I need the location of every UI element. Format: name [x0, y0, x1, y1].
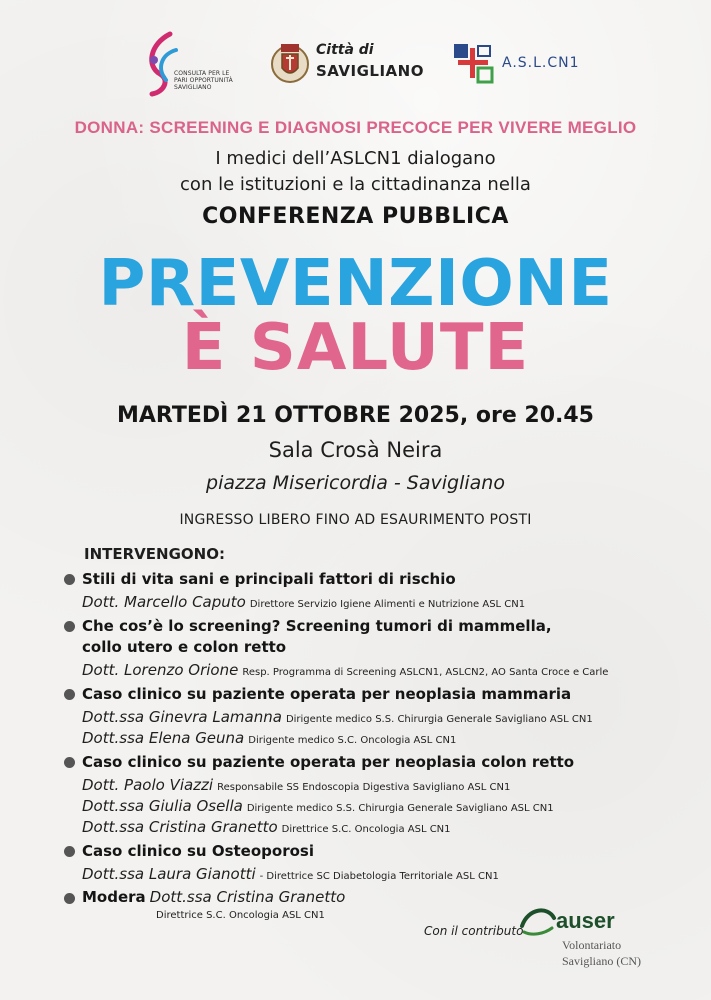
speaker-name: Dott.ssa Ginevra Lamanna [82, 708, 282, 726]
asl-text: A.S.L.CN1 [502, 55, 580, 71]
contribution-label: Con il contributo [424, 924, 524, 938]
event-address: piazza Misericordia - Savigliano [206, 472, 505, 494]
conference-title: CONFERENZA PUBBLICA [202, 204, 509, 229]
event-date: MARTEDÌ 21 OTTOBRE 2025, ore 20.45 [117, 403, 594, 428]
moderator-row [82, 888, 345, 906]
speaker-role: - Direttrice SC Diabetologia Territoriale ASL CN1 [259, 871, 499, 882]
asl-cross-icon [452, 42, 496, 86]
topic-3-title: Caso clinico su paziente operata per neoplasia mammaria [82, 685, 572, 703]
event-venue: Sala Crosà Neira [268, 438, 443, 462]
speaker-row [82, 817, 451, 840]
asl-cn1-logo [452, 42, 592, 88]
topic-1-title: Stili di vita sani e principali fattori di rischio [82, 570, 456, 588]
crest-icon [270, 40, 310, 86]
speaker-role: Direttore Servizio Igiene Alimenti e Nutrizione ASL CN1 [249, 599, 526, 610]
citta-savigliano-logo [270, 40, 440, 90]
auser-line-1: Volontariato [562, 938, 622, 952]
bullet-icon [64, 621, 75, 632]
auser-brand: auser [556, 908, 615, 933]
consulta-text-1: CONSULTA PER LE [174, 70, 230, 77]
consulta-text-2: PARI OPPORTUNITÀ [174, 77, 233, 84]
bullet-icon [64, 757, 75, 768]
speaker-name: Dott.ssa Laura Gianotti [82, 865, 256, 883]
speaker-name: Dott.ssa Elena Geuna [82, 729, 245, 747]
speaker-role: Direttrice S.C. Oncologia ASL CN1 [281, 824, 451, 835]
speaker-row [82, 728, 456, 751]
bullet-icon [64, 846, 75, 857]
speaker-row [82, 592, 525, 615]
speaker-role: Dirigente medico S.S. Chirurgia Generale Savigliano ASL CN1 [285, 714, 593, 725]
speaker-name: Dott.ssa Giulia Osella [82, 797, 243, 815]
topic-2-title-line-1: Che cos’è lo screening? Screening tumori di mammella, [82, 617, 552, 635]
speaker-row [82, 660, 608, 683]
speaker-role: Resp. Programma di Screening ASLCN1, ASLCN2, AO Santa Croce e Carle [242, 667, 609, 678]
pink-subtitle: DONNA: SCREENING E DIAGNOSI PRECOCE PER VIVERE MEGLIO [74, 118, 637, 137]
auser-swoosh-icon [518, 904, 558, 940]
citta-line1: Città di [316, 42, 374, 58]
speaker-row [82, 775, 510, 798]
bullet-icon [64, 689, 75, 700]
speaker-role: Responsabile SS Endoscopia Digestiva Savigliano ASL CN1 [217, 782, 511, 793]
moderator-name: Dott.ssa Cristina Granetto [149, 888, 346, 906]
speaker-row [82, 796, 554, 819]
main-title-line-2: È SALUTE [181, 311, 530, 385]
speaker-row [82, 707, 593, 730]
speaker-role: Dirigente medico S.C. Oncologia ASL CN1 [248, 735, 457, 746]
speaker-name: Dott. Marcello Caputo [82, 593, 246, 611]
speaker-row [82, 864, 499, 887]
speaker-role: Dirigente medico S.S. Chirurgia Generale Savigliano ASL CN1 [246, 803, 554, 814]
consulta-text-3: SAVIGLIANO [174, 84, 212, 91]
bullet-icon [64, 574, 75, 585]
speaker-name: Dott. Lorenzo Orione [82, 661, 239, 679]
moderator-label: Modera [82, 888, 146, 906]
citta-line2: SAVIGLIANO [316, 62, 424, 80]
speaker-name: Dott.ssa Cristina Granetto [82, 818, 278, 836]
intro-line-2: con le istituzioni e la cittadinanza nella [180, 174, 531, 195]
main-title-line-1: PREVENZIONE [98, 247, 613, 321]
topic-2-title-line-2: collo utero e colon retto [82, 638, 287, 656]
topic-4-title: Caso clinico su paziente operata per neoplasia colon retto [82, 753, 575, 771]
topic-5-title: Caso clinico su Osteoporosi [82, 842, 314, 860]
auser-logo [518, 902, 668, 982]
speakers-heading: INTERVENGONO: [84, 545, 225, 563]
entry-note: INGRESSO LIBERO FINO AD ESAURIMENTO POSTI [179, 512, 532, 528]
intro-line-1: I medici dell’ASLCN1 dialogano [215, 148, 496, 169]
speaker-name: Dott. Paolo Viazzi [82, 776, 214, 794]
consulta-logo [140, 30, 250, 98]
bullet-icon [64, 893, 75, 904]
auser-line-2: Savigliano (CN) [562, 954, 641, 968]
moderator-role: Direttrice S.C. Oncologia ASL CN1 [156, 910, 325, 921]
